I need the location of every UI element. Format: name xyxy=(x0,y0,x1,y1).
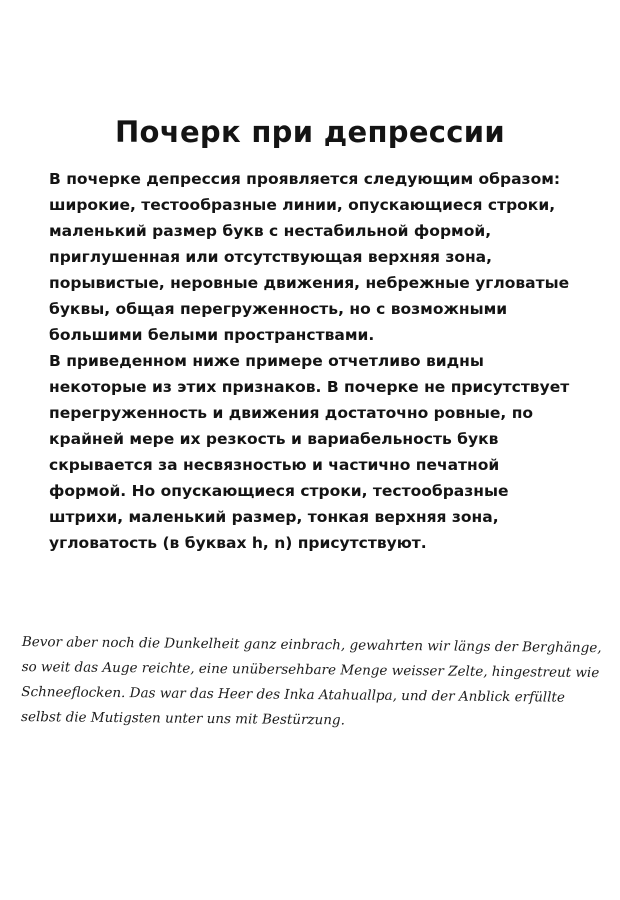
page-title: Почерк при депрессии xyxy=(114,115,506,150)
article-body xyxy=(49,166,577,556)
paragraph-description: В почерке депрессия проявляется следующим образом: широкие, тестообразные линии, опускающиеся строки, маленький размер букв с нестабильной формой, приглушенная или отсутствующая верхняя зона, порывистые, неровные движения, небрежные угловатые буквы, общая перегруженность, но с возможными большими белыми пространствами. xyxy=(49,170,570,344)
paragraph-example: В приведенном ниже примере отчетливо видны некоторые из этих признаков. В почерке не присутствует перегруженность и движения достаточно ровные, по крайней мере их резкость и вариабельность букв скрывается за несвязностью и частично печатной формой. Но опускающиеся строки, тестообразные штрихи, маленький размер, тонкая верхняя зона, угловатость (в буквах h, n) присутствуют. xyxy=(49,352,570,552)
handwriting-text: Bevor aber noch die Dunkelheit ganz einbrach, gewahrten wir längs der Berghänge, so weit das Auge reichte, eine unübersehbare Menge weisser Zelte, hingestreut wie Schneeflocken. Das war das Heer des Inka Atahuallpa, und der Anblick erfüllte selbst die Mutigsten unter uns mit Bestürzung. xyxy=(21,633,602,729)
handwriting-sample xyxy=(21,630,602,736)
